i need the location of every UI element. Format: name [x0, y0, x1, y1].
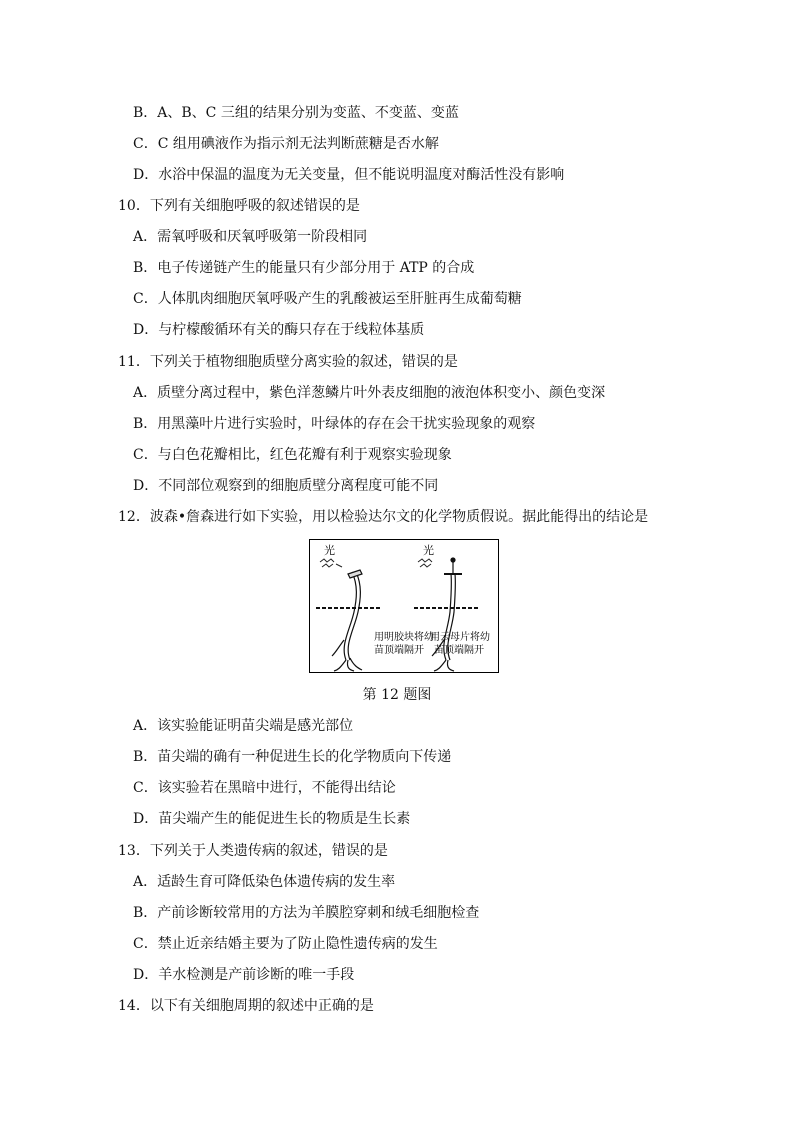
q13-option-c: C．禁止近亲结婚主要为了防止隐性遗传病的发生: [133, 936, 438, 952]
light-wave-icon-left: [320, 559, 342, 567]
q12-option-d: D．苗尖端产生的能促进生长的物质是生长素: [133, 811, 411, 827]
q10-option-c: C．人体肌肉细胞厌氧呼吸产生的乳酸被运至肝脏再生成葡萄糖: [133, 291, 522, 307]
label-left-line-2: 苗顶端隔开: [374, 645, 424, 656]
q12-option-c: C．该实验若在黑暗中进行，不能得出结论: [133, 780, 396, 796]
q13-stem: 13．下列关于人类遗传病的叙述，错误的是: [118, 843, 388, 859]
q11-option-d: D．不同部位观察到的细胞质壁分离程度可能不同: [133, 478, 439, 494]
q10-option-a: A．需氧呼吸和厌氧呼吸第一阶段相同: [133, 229, 368, 245]
q11-stem: 11．下列关于植物细胞质壁分离实验的叙述，错误的是: [118, 354, 458, 370]
q9-option-c: C．C 组用碘液作为指示剂无法判断蔗糖是否水解: [133, 136, 439, 152]
light-label-left: 光: [324, 544, 335, 557]
q13-option-d: D．羊水检测是产前诊断的唯一手段: [133, 967, 355, 983]
q9-option-b: B．A、B、C 三组的结果分别为变蓝、不变蓝、变蓝: [133, 105, 459, 121]
q13-option-a: A．适龄生育可降低染色体遗传病的发生率: [133, 874, 396, 890]
label-left-line-1: 用明胶块将幼: [374, 632, 434, 643]
q13-option-b: B．产前诊断较常用的方法为羊膜腔穿刺和绒毛细胞检查: [133, 905, 480, 921]
q12-option-a: A．该实验能证明苗尖端是感光部位: [133, 718, 354, 734]
q12-figure: [309, 539, 499, 673]
q10-option-b: B．电子传递链产生的能量只有少部分用于 ATP 的合成: [133, 260, 475, 276]
light-label-right: 光: [423, 544, 434, 557]
q12-stem: 12．波森•詹森进行如下实验，用以检验达尔文的化学物质假说。据此能得出的结论是: [118, 509, 649, 525]
q10-option-d: D．与柠檬酸循环有关的酶只存在于线粒体基质: [133, 322, 425, 338]
light-wave-icon-right: [418, 559, 432, 567]
q9-option-d: D．水浴中保温的温度为无关变量，但不能说明温度对酶活性没有影响: [133, 167, 565, 183]
q11-option-b: B．用黑藻叶片进行实验时，叶绿体的存在会干扰实验现象的观察: [133, 416, 536, 432]
q11-option-a: A．质壁分离过程中，紫色洋葱鳞片叶外表皮细胞的液泡体积变小、颜色变深: [133, 385, 606, 401]
q14-stem: 14．以下有关细胞周期的叙述中正确的是: [118, 998, 374, 1014]
q10-stem: 10．下列有关细胞呼吸的叙述错误的是: [118, 198, 360, 214]
label-right-line-2: 苗顶端隔开: [434, 645, 484, 656]
label-right-line-1: 用云母片将幼: [430, 632, 490, 643]
seedling-left: [332, 570, 362, 671]
seedling-experiment-diagram: [310, 540, 498, 672]
q11-option-c: C．与白色花瓣相比，红色花瓣有利于观察实验现象: [133, 447, 452, 463]
figure-caption: 第 12 题图: [362, 687, 432, 703]
q12-option-b: B．苗尖端的确有一种促进生长的化学物质向下传递: [133, 749, 452, 765]
